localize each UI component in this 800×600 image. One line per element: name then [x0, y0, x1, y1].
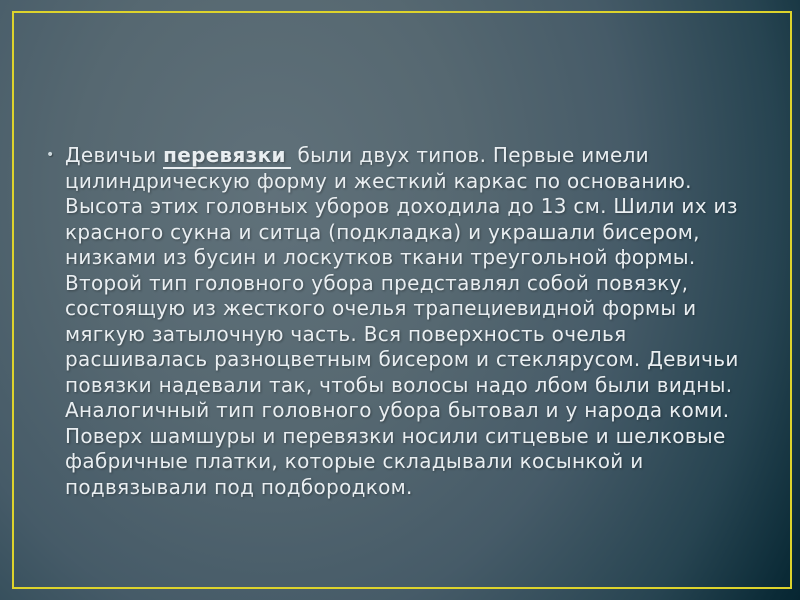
paragraph-emphasis-term: перевязки — [163, 143, 291, 169]
paragraph — [65, 143, 756, 500]
paragraph-lead: Девичьи — [65, 143, 157, 167]
bullet-item — [46, 143, 756, 500]
bullet-icon: • — [46, 147, 55, 163]
paragraph-rest: были двух типов. Первые имели цилиндрическую форму и жесткий каркас по основанию. Высота этих головных уборов доходила до 13 см. Шили их из красного сукна и ситца (подкладка) и украшали бисером, низками из бусин и лоскутков ткани треугольной формы. Второй тип головного убора представлял собой повязку, состоящую из жесткого очелья трапециевидной формы и мягкую затылочную часть. Вся поверхность очелья расшивалась разноцветным бисером и стеклярусом. Девичьи повязки надевали так, чтобы волосы надо лбом были видны. Аналогичный тип головного убора бытовал и у народа коми. Поверх шамшуры и перевязки носили ситцевые и шелковые фабричные платки, которые складывали косынкой и подвязывали под подбородком. — [65, 143, 739, 499]
slide-body-text — [46, 143, 756, 500]
